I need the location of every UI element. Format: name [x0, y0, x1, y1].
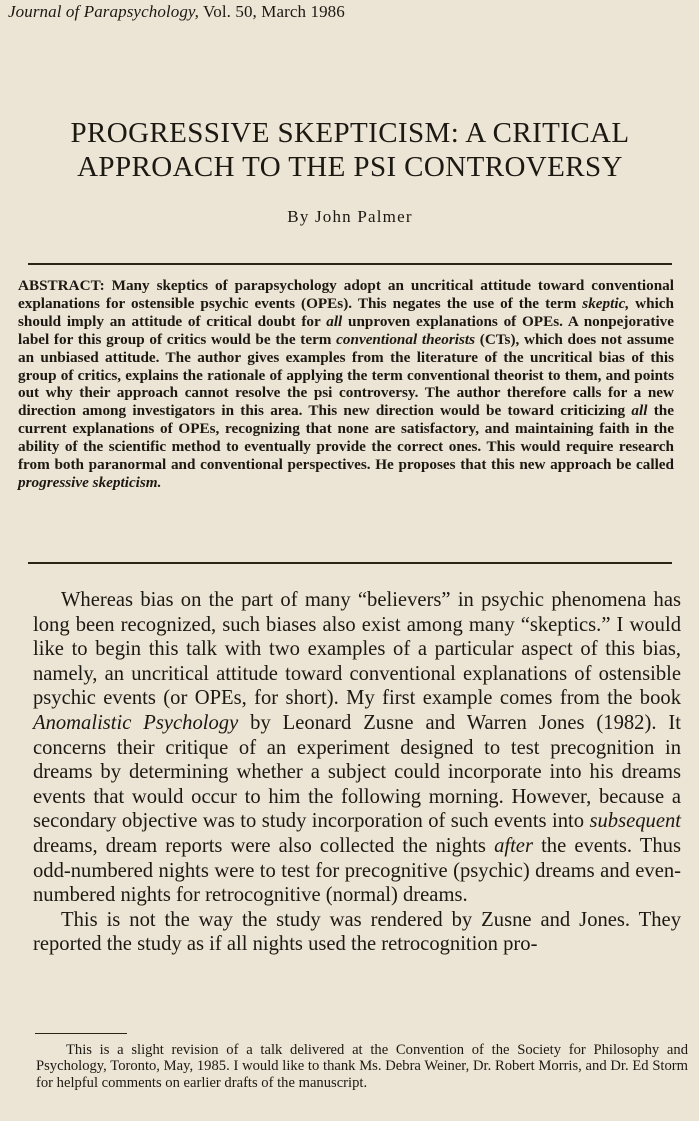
body-emphasis: after — [494, 834, 533, 857]
journal-volume: Vol. 50, March 1986 — [203, 2, 345, 21]
abstract-emphasis: progressive skepticism. — [18, 473, 162, 491]
abstract-bottom-rule — [28, 562, 672, 564]
abstract — [18, 277, 674, 492]
abstract-text: the current explanations of OPEs, recognizing that none are satisfactory, and maintaining faith in the ability of the scientific method to eventually provide the correct ones. This would require research from both paranormal and conventional perspectives. He proposes that this new approach be called — [18, 402, 674, 474]
body-text-run: dreams, dream reports were also collected the nights — [33, 834, 495, 857]
author-byline: By John Palmer — [287, 207, 413, 226]
body-emphasis: subsequent — [589, 810, 681, 833]
body-text-run: the events. Thus odd-numbered nights were to test for precognitive (psychic) dreams and even-numbered nights for retrocognitive (normal) dreams. — [33, 834, 681, 907]
body-paragraph: This is not the way the study was rendered by Zusne and Jones. They reported the study as if all nights used the retrocognition pro- — [33, 908, 681, 956]
abstract-text: unproven explanations of OPEs. A nonpejorative label for this group of critics would be the term — [18, 312, 674, 348]
abstract-label: ABSTRACT: — [18, 277, 105, 294]
book-title: Anomalistic Psychology — [33, 711, 239, 734]
abstract-text: Many skeptics of parapsychology adopt an uncritical attitude toward conventional explanations for ostensible psychic events (OPEs). This negates the use of the term — [18, 277, 674, 312]
abstract-text: (CTs), which does not assume an unbiased attitude. The author gives examples from the literature of the uncritical bias of this group of critics, explains the rationale of applying the term conventional theorist to them, and points out why their approach cannot resolve the psi controversy. The author therefore calls for a new direction among investigators in this area. This new direction would be toward criticizing — [18, 330, 674, 420]
body-paragraph — [33, 588, 681, 908]
body-text-run: by Leonard Zusne and Warren Jones (1982). It concerns their critique of an experiment designed to test precognition in dreams by determining whether a subject could incorporate into his dreams events that would occur to him the following morning. However, because a secondary objective was to study incorporation of such events into — [33, 711, 681, 833]
abstract-emphasis: all — [326, 312, 343, 330]
footnote-rule — [35, 1033, 127, 1034]
footnote-text: This is a slight revision of a talk delivered at the Convention of the Society for Philosophy and Psychology, Toronto, May, 1985. I would like to thank Ms. Debra Weiner, Dr. Robert Morris, and Dr. Ed Storm for helpful comments on earlier drafts of the manuscript. — [36, 1042, 688, 1091]
body-text-run: Whereas bias on the part of many “believers” in psychic phenomena has long been recognized, such biases also exist among many “skeptics.” I would like to begin this talk with two examples of a particular aspect of this bias, namely, an uncritical attitude toward conventional explanations of ostensible psychic events (or OPEs, for short). My first example comes from the book — [33, 589, 681, 710]
body-text — [33, 588, 681, 957]
abstract-top-rule — [28, 263, 672, 265]
footnote — [36, 1042, 688, 1091]
abstract-emphasis: all — [631, 402, 648, 420]
article-title: PROGRESSIVE SKEPTICISM: A CRITICAL APPROACH TO THE PSI CONTROVERSY — [70, 117, 630, 183]
running-header — [8, 2, 345, 22]
abstract-emphasis: skeptic, — [582, 294, 630, 312]
abstract-emphasis: conventional theorists — [336, 330, 476, 348]
abstract-text: which should imply an attitude of critical doubt for — [18, 294, 674, 330]
journal-name: Journal of Parapsychology, — [8, 2, 199, 21]
